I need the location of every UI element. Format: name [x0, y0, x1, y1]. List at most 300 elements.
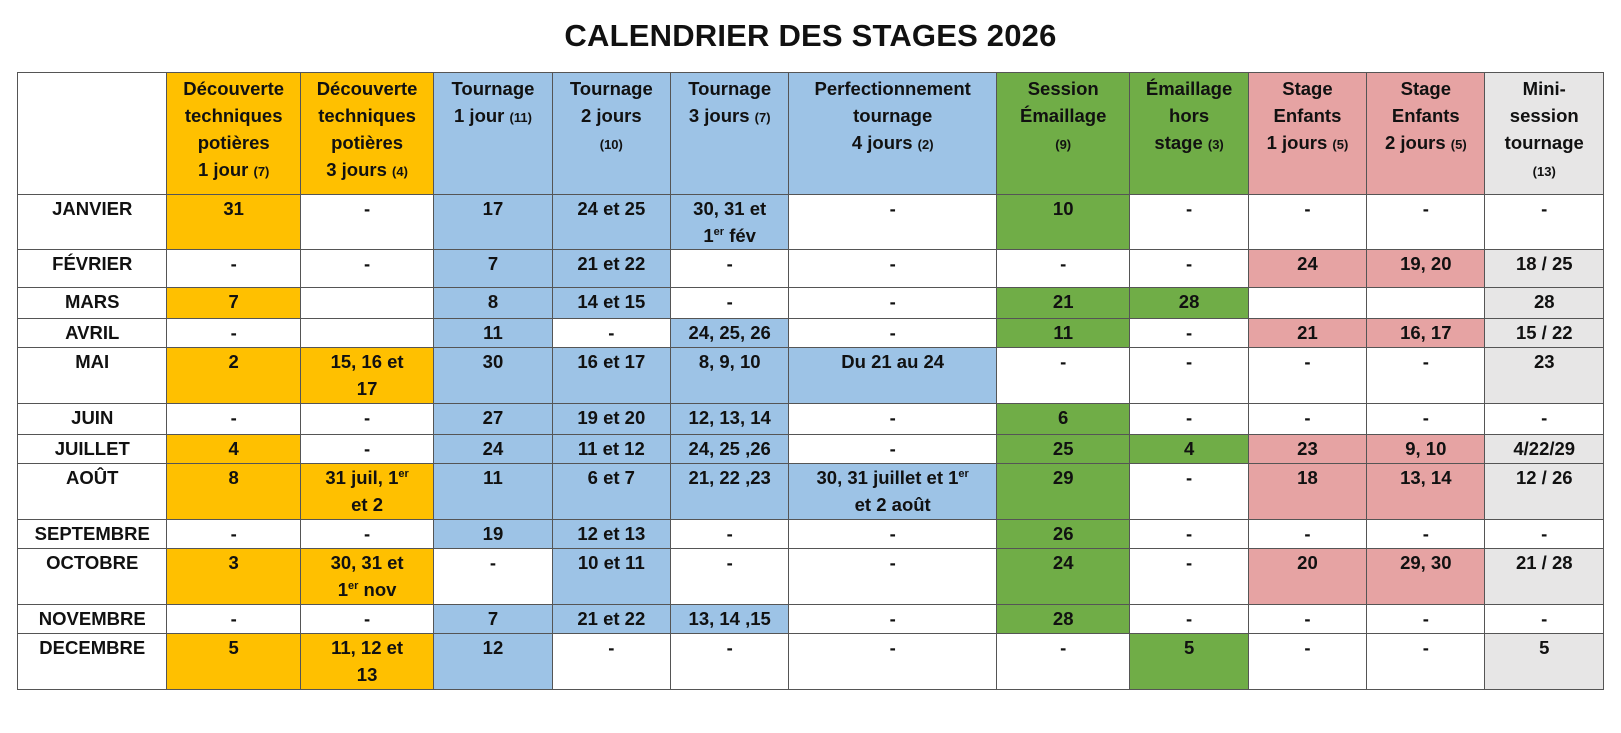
date-text: - [230, 407, 237, 428]
column-header [997, 73, 1130, 195]
date-cell [434, 195, 552, 250]
date-cell [997, 435, 1130, 464]
date-text: 5 [1183, 637, 1195, 658]
date-cell [167, 250, 300, 288]
date-cell [1248, 464, 1366, 520]
date-text: - [363, 198, 371, 219]
date-text: - [363, 253, 371, 274]
column-header [434, 73, 552, 195]
date-text: 12 et 13 [577, 523, 646, 544]
date-text: - [1422, 637, 1429, 658]
column-header-label: Stage [1282, 78, 1333, 99]
date-cell [552, 464, 670, 520]
date-text: 25 [1052, 438, 1074, 459]
date-text: - [1304, 523, 1311, 544]
month-row [18, 435, 1604, 464]
date-cell [1485, 605, 1604, 634]
date-text: 9, 10 [1405, 438, 1447, 459]
date-text: - [726, 523, 733, 544]
date-text: 24 [1052, 552, 1074, 573]
date-text: 13 [356, 664, 378, 685]
column-header [671, 73, 789, 195]
month-label: OCTOBRE [18, 549, 167, 605]
month-row [18, 348, 1604, 404]
column-header-label: 1 jour [197, 159, 249, 180]
date-text: - [1541, 198, 1548, 219]
date-cell [1367, 435, 1485, 464]
date-text: - [1422, 523, 1429, 544]
column-header-label: 1 jour [454, 105, 505, 126]
month-row [18, 195, 1604, 250]
date-cell [1485, 319, 1604, 348]
date-text: 24 et 25 [577, 198, 646, 219]
date-text: - [889, 407, 896, 428]
date-cell [167, 464, 300, 520]
month-row [18, 549, 1604, 605]
month-label: JUILLET [18, 435, 167, 464]
column-header-label: 4 jours [851, 132, 913, 153]
date-cell [167, 404, 300, 435]
date-cell [552, 348, 670, 404]
date-text: 29 [1052, 467, 1074, 488]
date-cell [1485, 250, 1604, 288]
date-cell [1485, 435, 1604, 464]
month-row [18, 404, 1604, 435]
date-text: - [726, 253, 733, 274]
date-cell [1367, 288, 1485, 319]
date-text: - [230, 253, 237, 274]
date-text: - [608, 637, 615, 658]
date-text: 3 [228, 552, 239, 573]
date-text: 21 [1052, 291, 1074, 312]
date-text: 31 [223, 198, 244, 219]
date-cell [671, 348, 789, 404]
date-text: - [1186, 407, 1193, 428]
date-text: 2 [228, 351, 239, 372]
date-text: 24, 25, 26 [688, 322, 771, 343]
date-text: 28 [1533, 291, 1555, 312]
date-text: - [1060, 351, 1067, 372]
date-cell [1248, 288, 1366, 319]
date-text: - [1186, 253, 1193, 274]
date-cell [1367, 605, 1485, 634]
column-header [1248, 73, 1366, 195]
column-header [167, 73, 300, 195]
date-text: 29, 30 [1400, 552, 1452, 573]
column-header-label: 3 jours [326, 159, 387, 180]
date-text: 23 [1297, 438, 1318, 459]
date-cell [1367, 464, 1485, 520]
date-text: - [1186, 552, 1193, 573]
column-header-count: (7) [253, 164, 270, 179]
column-header-label: Mini- [1522, 78, 1566, 99]
column-header-count: (2) [917, 137, 934, 152]
date-cell [997, 288, 1130, 319]
month-label: JUIN [18, 404, 167, 435]
date-cell [1130, 464, 1248, 520]
column-header-count: (9) [1055, 137, 1072, 152]
date-text: - [1422, 407, 1429, 428]
column-header-count: (7) [754, 110, 771, 125]
date-cell [1130, 549, 1248, 605]
date-text: 13, 14 ,15 [688, 608, 771, 629]
date-cell [552, 520, 670, 549]
date-cell [1130, 404, 1248, 435]
date-cell [300, 250, 433, 288]
date-text: 11 [483, 467, 503, 488]
column-header-label: Découverte [183, 78, 285, 99]
date-cell [1367, 250, 1485, 288]
date-text: 28 [1178, 291, 1200, 312]
column-header-label: potières [331, 132, 404, 153]
month-label: DECEMBRE [18, 634, 167, 690]
date-text: - [1060, 637, 1067, 658]
month-label: JANVIER [18, 195, 167, 250]
date-text: 28 [1052, 608, 1074, 629]
date-text: 6 [1058, 407, 1069, 428]
date-text: 5 [228, 637, 239, 658]
date-text: 21 / 28 [1515, 552, 1573, 573]
column-header-label: 2 jours [1384, 132, 1446, 153]
date-cell [789, 464, 997, 520]
date-cell [1485, 464, 1604, 520]
date-cell [1248, 348, 1366, 404]
date-cell [1248, 319, 1366, 348]
date-text: - [889, 438, 896, 459]
date-cell [789, 250, 997, 288]
date-text: 24 [482, 438, 504, 459]
date-cell [434, 250, 552, 288]
date-text: et 2 août [854, 494, 931, 515]
date-cell [671, 250, 789, 288]
date-cell [300, 435, 433, 464]
date-text: 8, 9, 10 [698, 351, 761, 372]
date-text: 19 et 20 [577, 407, 646, 428]
date-text: - [726, 552, 733, 573]
date-text: - [1304, 407, 1311, 428]
date-cell [1367, 634, 1485, 690]
date-text: - [1422, 198, 1429, 219]
ordinal-suffix: er [958, 467, 969, 480]
date-cell [1130, 348, 1248, 404]
date-text: - [363, 407, 371, 428]
date-cell [167, 195, 300, 250]
date-cell [789, 319, 997, 348]
date-cell [1130, 319, 1248, 348]
column-header-label: potières [197, 132, 270, 153]
column-header-label: Enfants [1273, 105, 1342, 126]
month-label: AVRIL [18, 319, 167, 348]
date-cell [167, 435, 300, 464]
date-cell [1367, 549, 1485, 605]
column-header [1485, 73, 1604, 195]
date-cell [167, 634, 300, 690]
column-header-count: (5) [1450, 137, 1467, 152]
date-cell [300, 605, 433, 634]
date-text: - [889, 523, 896, 544]
date-cell [671, 435, 789, 464]
date-cell [671, 464, 789, 520]
date-text: 21 et 22 [577, 608, 646, 629]
date-cell [434, 520, 552, 549]
column-header-label: techniques [184, 105, 283, 126]
date-text: 1 [703, 225, 714, 246]
date-cell [1248, 250, 1366, 288]
date-text: 19, 20 [1400, 253, 1452, 274]
date-text: 20 [1297, 552, 1318, 573]
date-text: 4/22/29 [1513, 438, 1576, 459]
date-text: et 2 [351, 494, 384, 515]
date-cell [671, 319, 789, 348]
date-text: - [889, 291, 896, 312]
date-cell [434, 605, 552, 634]
corner-cell [18, 73, 167, 195]
date-cell [997, 404, 1130, 435]
column-header-label: Tournage [688, 78, 772, 99]
date-cell [1485, 520, 1604, 549]
date-text: - [1422, 351, 1429, 372]
column-header-count: (4) [392, 164, 408, 179]
month-row [18, 288, 1604, 319]
ordinal-suffix: er [348, 579, 359, 592]
date-cell [671, 195, 789, 250]
date-text: 19 [482, 523, 504, 544]
date-text: 7 [228, 291, 239, 312]
column-header-label: stage [1154, 132, 1203, 153]
date-text: 10 [1052, 198, 1074, 219]
date-text: - [363, 438, 371, 459]
date-cell [300, 549, 433, 605]
column-header-label: Tournage [451, 78, 535, 99]
date-text: nov [358, 579, 397, 600]
date-text: - [1186, 198, 1193, 219]
date-cell [1485, 549, 1604, 605]
column-header-count: (5) [1332, 137, 1349, 152]
date-text: - [1304, 637, 1311, 658]
date-text: 30, 31 et [330, 552, 404, 573]
column-header-label: tournage [853, 105, 933, 126]
ordinal-suffix: er [713, 225, 725, 238]
date-text: 17 [356, 378, 378, 399]
date-cell [300, 520, 433, 549]
date-cell [434, 348, 552, 404]
date-text: 30 [482, 351, 504, 372]
column-header-label: Enfants [1391, 105, 1460, 126]
date-text: - [726, 637, 733, 658]
date-text: 7 [487, 253, 499, 274]
date-cell [167, 605, 300, 634]
date-text: 11 [483, 322, 503, 343]
date-cell [1485, 634, 1604, 690]
date-cell [552, 288, 670, 319]
date-text: - [1304, 608, 1311, 629]
column-header-label: Émaillage [1020, 105, 1107, 126]
date-cell [167, 520, 300, 549]
date-cell [997, 549, 1130, 605]
date-cell [1248, 404, 1366, 435]
date-text: 24, 25 ,26 [688, 438, 771, 459]
date-cell [789, 520, 997, 549]
date-cell [552, 195, 670, 250]
column-header-label: 2 jours [580, 105, 642, 126]
date-cell [789, 634, 997, 690]
date-cell [434, 319, 552, 348]
date-text: 14 et 15 [577, 291, 646, 312]
date-text: - [230, 608, 237, 629]
date-cell [552, 404, 670, 435]
column-header-count: (11) [509, 110, 532, 125]
column-header-count: (10) [599, 137, 623, 152]
column-header-label: Tournage [569, 78, 653, 99]
date-text: 31 juil, 1 [325, 467, 399, 488]
date-cell [552, 250, 670, 288]
month-label: NOVEMBRE [18, 605, 167, 634]
column-header [1367, 73, 1485, 195]
date-cell [789, 195, 997, 250]
date-text: 16, 17 [1400, 322, 1452, 343]
date-text: 11, 12 et [331, 637, 404, 658]
month-label: FÉVRIER [18, 250, 167, 288]
date-cell [997, 464, 1130, 520]
stage-calendar-table [17, 72, 1604, 690]
date-text: 11 et 12 [577, 438, 645, 459]
date-cell [1248, 549, 1366, 605]
date-text: 6 et 7 [587, 467, 635, 488]
column-header-label: 3 jours [688, 105, 750, 126]
date-text: - [1186, 351, 1193, 372]
date-cell [997, 634, 1130, 690]
date-cell [997, 520, 1130, 549]
date-text: 23 [1533, 351, 1555, 372]
date-cell [1130, 634, 1248, 690]
date-text: 8 [228, 467, 239, 488]
column-header-label: Perfectionnement [814, 78, 971, 99]
date-cell [997, 195, 1130, 250]
column-header [789, 73, 997, 195]
date-text: 7 [487, 608, 499, 629]
date-text: 15 / 22 [1515, 322, 1573, 343]
date-text: - [889, 253, 896, 274]
date-text: - [230, 322, 237, 343]
column-header-label: 1 jours [1266, 132, 1328, 153]
month-label: MAI [18, 348, 167, 404]
date-text: 10 et 11 [577, 552, 645, 573]
date-text: 18 / 25 [1515, 253, 1573, 274]
date-cell [997, 348, 1130, 404]
date-text: - [889, 552, 896, 573]
date-cell [300, 634, 433, 690]
date-cell [671, 605, 789, 634]
date-cell [789, 549, 997, 605]
date-cell [167, 288, 300, 319]
date-text: 12 [482, 637, 504, 658]
date-text: - [230, 523, 237, 544]
date-cell [552, 634, 670, 690]
date-text: 18 [1297, 467, 1318, 488]
date-cell [1130, 605, 1248, 634]
ordinal-suffix: er [398, 467, 409, 480]
column-header-label: tournage [1504, 132, 1584, 153]
month-row [18, 520, 1604, 549]
date-cell [1248, 634, 1366, 690]
month-row [18, 605, 1604, 634]
date-text: 17 [482, 198, 504, 219]
date-cell [789, 348, 997, 404]
date-cell [1485, 404, 1604, 435]
date-cell [300, 348, 433, 404]
date-text: 1 [337, 579, 348, 600]
date-text: - [889, 608, 896, 629]
month-row [18, 464, 1604, 520]
date-cell [300, 288, 433, 319]
date-cell [1367, 520, 1485, 549]
date-text: 21 et 22 [577, 253, 646, 274]
date-cell [552, 319, 670, 348]
date-cell [552, 435, 670, 464]
date-text: - [726, 291, 733, 312]
date-text: 27 [482, 407, 504, 428]
column-header [1130, 73, 1248, 195]
date-cell [1130, 250, 1248, 288]
month-label: SEPTEMBRE [18, 520, 167, 549]
date-text: - [1186, 608, 1193, 629]
date-text: 30, 31 juillet et 1 [816, 467, 959, 488]
date-cell [552, 605, 670, 634]
date-cell [1367, 404, 1485, 435]
date-cell [434, 404, 552, 435]
date-text: 5 [1539, 637, 1550, 658]
date-cell [1367, 319, 1485, 348]
date-cell [552, 549, 670, 605]
date-cell [671, 520, 789, 549]
date-cell [1248, 520, 1366, 549]
calendar-body [18, 195, 1604, 690]
column-header-label: techniques [318, 105, 416, 126]
date-cell [789, 288, 997, 319]
date-cell [1367, 195, 1485, 250]
date-cell [789, 605, 997, 634]
date-text: - [608, 322, 615, 343]
date-text: - [1304, 198, 1311, 219]
date-cell [1130, 520, 1248, 549]
date-cell [167, 348, 300, 404]
date-cell [434, 288, 552, 319]
date-cell [671, 404, 789, 435]
month-label: MARS [18, 288, 167, 319]
date-cell [300, 195, 433, 250]
date-text: - [1186, 322, 1193, 343]
date-cell [434, 464, 552, 520]
date-cell [1367, 348, 1485, 404]
date-text: 11 [1053, 322, 1073, 343]
date-cell [167, 319, 300, 348]
date-text: - [889, 637, 896, 658]
date-cell [671, 288, 789, 319]
date-text: - [363, 608, 371, 629]
date-text: - [1186, 523, 1193, 544]
date-text: - [889, 198, 896, 219]
month-label: AOÛT [18, 464, 167, 520]
date-text: - [1422, 608, 1429, 629]
column-header [300, 73, 433, 195]
date-cell [1130, 288, 1248, 319]
date-cell [434, 549, 552, 605]
date-cell [300, 319, 433, 348]
date-text: fév [724, 225, 756, 246]
date-text: - [1186, 467, 1193, 488]
date-cell [997, 319, 1130, 348]
date-text: 4 [1183, 438, 1195, 459]
